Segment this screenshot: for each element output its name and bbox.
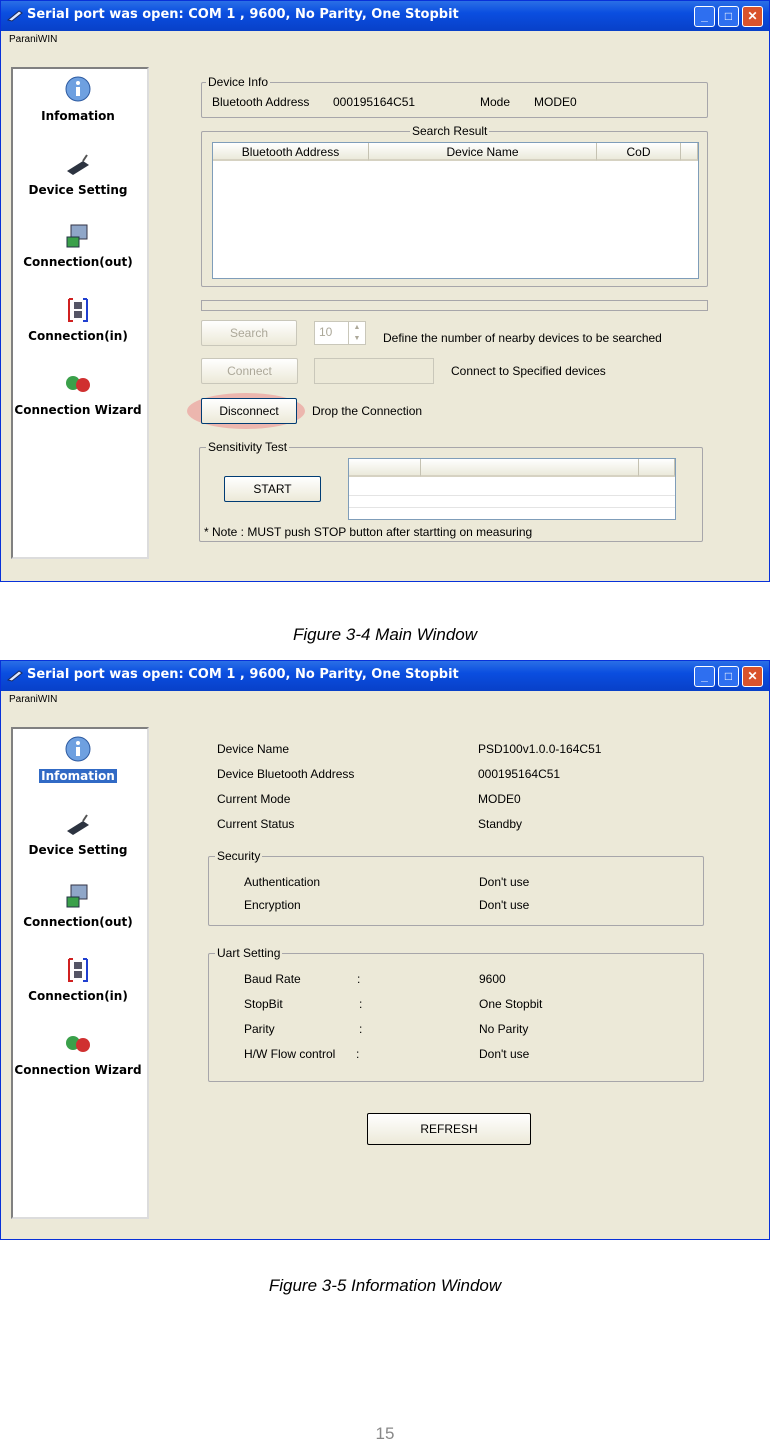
flow-control-sep: : — [356, 1047, 360, 1061]
device-info-group — [201, 75, 708, 118]
window-title: Serial port was open: COM 1 , 9600, No Parity, One Stopbit — [27, 667, 459, 682]
sensitivity-row — [349, 495, 675, 496]
authentication-label: Authentication — [244, 875, 321, 889]
info-icon — [63, 75, 93, 105]
current-status-label: Current Status — [217, 817, 295, 831]
sensitivity-col-1 — [349, 459, 421, 477]
sidebar — [11, 727, 149, 1219]
connection-out-icon — [63, 221, 93, 251]
sidebar-item-information[interactable] — [13, 75, 143, 123]
current-mode-label: Current Mode — [217, 792, 291, 806]
sidebar-item-connection-wizard[interactable] — [13, 369, 143, 417]
baud-rate-label: Baud Rate — [244, 972, 301, 986]
sidebar-item-connection-in[interactable] — [13, 955, 143, 1003]
close-button[interactable]: ✕ — [742, 666, 763, 687]
disconnect-button[interactable]: Disconnect — [201, 398, 297, 424]
close-button[interactable]: ✕ — [742, 6, 763, 27]
figure-caption-1: Figure 3-4 Main Window — [292, 625, 478, 644]
flow-control-label: H/W Flow control — [244, 1047, 336, 1061]
main-window — [0, 0, 770, 582]
device-icon — [63, 809, 93, 839]
sensitivity-row — [349, 507, 675, 508]
device-input[interactable] — [314, 358, 434, 384]
spin-down-icon[interactable]: ▼ — [348, 333, 365, 344]
spin-up-icon[interactable]: ▲ — [348, 322, 365, 333]
sidebar-item-connection-out[interactable] — [13, 221, 143, 269]
sidebar-item-connection-in[interactable] — [13, 295, 143, 343]
encryption-label: Encryption — [244, 898, 301, 912]
stopbit-sep: : — [359, 997, 363, 1011]
search-count-spinner[interactable] — [314, 321, 366, 345]
sidebar-item-device-setting[interactable] — [13, 809, 143, 857]
page-number: 15 — [375, 1424, 395, 1443]
sidebar-label: Device Setting — [28, 183, 128, 197]
start-button[interactable]: START — [224, 476, 321, 502]
sidebar-label: Infomation — [41, 769, 115, 783]
group-label: Security — [217, 849, 261, 863]
disconnect-description: Drop the Connection — [312, 404, 423, 418]
information-window — [0, 660, 770, 1240]
maximize-button[interactable]: □ — [718, 666, 739, 687]
group-label: Uart Setting — [217, 946, 281, 960]
group-label: Sensitivity Test — [208, 440, 288, 454]
sidebar-label: Device Setting — [28, 843, 128, 857]
app-icon — [7, 668, 23, 682]
search-result-group — [201, 124, 708, 287]
minimize-button[interactable]: _ — [694, 666, 715, 687]
group-label: Search Result — [412, 124, 488, 138]
device-name-label: Device Name — [217, 742, 290, 756]
bt-address-label: Bluetooth Address — [212, 95, 310, 109]
column-header-device-name[interactable]: Device Name — [369, 143, 597, 161]
client-area — [5, 51, 765, 579]
baud-rate-sep: : — [357, 972, 361, 986]
wizard-icon — [63, 369, 93, 399]
parity-label: Parity — [244, 1022, 275, 1036]
title-bar[interactable] — [1, 661, 769, 691]
parity-value: No Parity — [479, 1022, 529, 1036]
sensitivity-note: * Note : MUST push STOP button after startting on measuring — [204, 525, 533, 539]
progress-bar — [201, 300, 708, 311]
uart-setting-group — [208, 946, 704, 1082]
wizard-icon — [63, 1029, 93, 1059]
refresh-button[interactable]: REFRESH — [367, 1113, 531, 1145]
sensitivity-col-3 — [639, 459, 675, 477]
search-button[interactable]: Search — [201, 320, 297, 346]
column-header-bt-address[interactable]: Bluetooth Address — [213, 143, 369, 161]
sidebar-item-information[interactable] — [13, 735, 143, 783]
bt-address-value: 000195164C51 — [333, 95, 416, 109]
mode-value: MODE0 — [534, 95, 577, 109]
menu-bar — [1, 691, 769, 709]
figure-caption-2: Figure 3-5 Information Window — [268, 1276, 502, 1295]
mode-label: Mode — [480, 95, 511, 109]
menu-bar — [1, 31, 769, 49]
sidebar-label: Connection Wizard — [14, 403, 142, 417]
bt-address-value: 000195164C51 — [478, 767, 561, 781]
connection-in-icon — [63, 295, 93, 325]
window-title: Serial port was open: COM 1 , 9600, No Parity, One Stopbit — [27, 7, 459, 22]
sidebar-item-device-setting[interactable] — [13, 149, 143, 197]
current-mode-value: MODE0 — [478, 792, 521, 806]
sidebar-label: Connection(out) — [23, 915, 133, 929]
device-name-value: PSD100v1.0.0-164C51 — [478, 742, 602, 756]
sidebar-item-connection-out[interactable] — [13, 881, 143, 929]
sidebar-label: Connection Wizard — [14, 1063, 142, 1077]
app-icon — [7, 8, 23, 22]
search-count-value: 10 — [319, 325, 333, 339]
minimize-button[interactable]: _ — [694, 6, 715, 27]
sensitivity-table[interactable] — [348, 458, 676, 520]
info-icon — [63, 735, 93, 765]
bt-address-label: Device Bluetooth Address — [217, 767, 355, 781]
connection-in-icon — [63, 955, 93, 985]
sensitivity-test-group — [199, 440, 703, 542]
baud-rate-value: 9600 — [479, 972, 506, 986]
client-area — [5, 711, 765, 1237]
security-group — [208, 849, 704, 926]
connect-button[interactable]: Connect — [201, 358, 298, 384]
flow-control-value: Don't use — [479, 1047, 530, 1061]
sidebar — [11, 67, 149, 559]
sidebar-label: Connection(in) — [28, 989, 128, 1003]
column-header-cod[interactable]: CoD — [597, 143, 681, 161]
menu-paraniwin[interactable]: ParaniWIN — [9, 34, 58, 45]
search-result-list[interactable] — [212, 142, 699, 279]
sidebar-label: Infomation — [41, 109, 115, 123]
stopbit-value: One Stopbit — [479, 997, 543, 1011]
parity-sep: : — [359, 1022, 363, 1036]
device-icon — [63, 149, 93, 179]
sidebar-label: Connection(out) — [23, 255, 133, 269]
column-header-empty — [681, 143, 698, 161]
authentication-value: Don't use — [479, 875, 530, 889]
search-description: Define the number of nearby devices to be searched — [383, 331, 662, 345]
connect-description: Connect to Specified devices — [451, 364, 606, 378]
sensitivity-col-2 — [421, 459, 639, 477]
title-bar[interactable] — [1, 1, 769, 31]
stopbit-label: StopBit — [244, 997, 283, 1011]
sidebar-item-connection-wizard[interactable] — [13, 1029, 143, 1077]
maximize-button[interactable]: □ — [718, 6, 739, 27]
menu-paraniwin[interactable]: ParaniWIN — [9, 694, 58, 705]
connection-out-icon — [63, 881, 93, 911]
current-status-value: Standby — [478, 817, 523, 831]
sidebar-label: Connection(in) — [28, 329, 128, 343]
group-label: Device Info — [208, 75, 269, 89]
encryption-value: Don't use — [479, 898, 530, 912]
